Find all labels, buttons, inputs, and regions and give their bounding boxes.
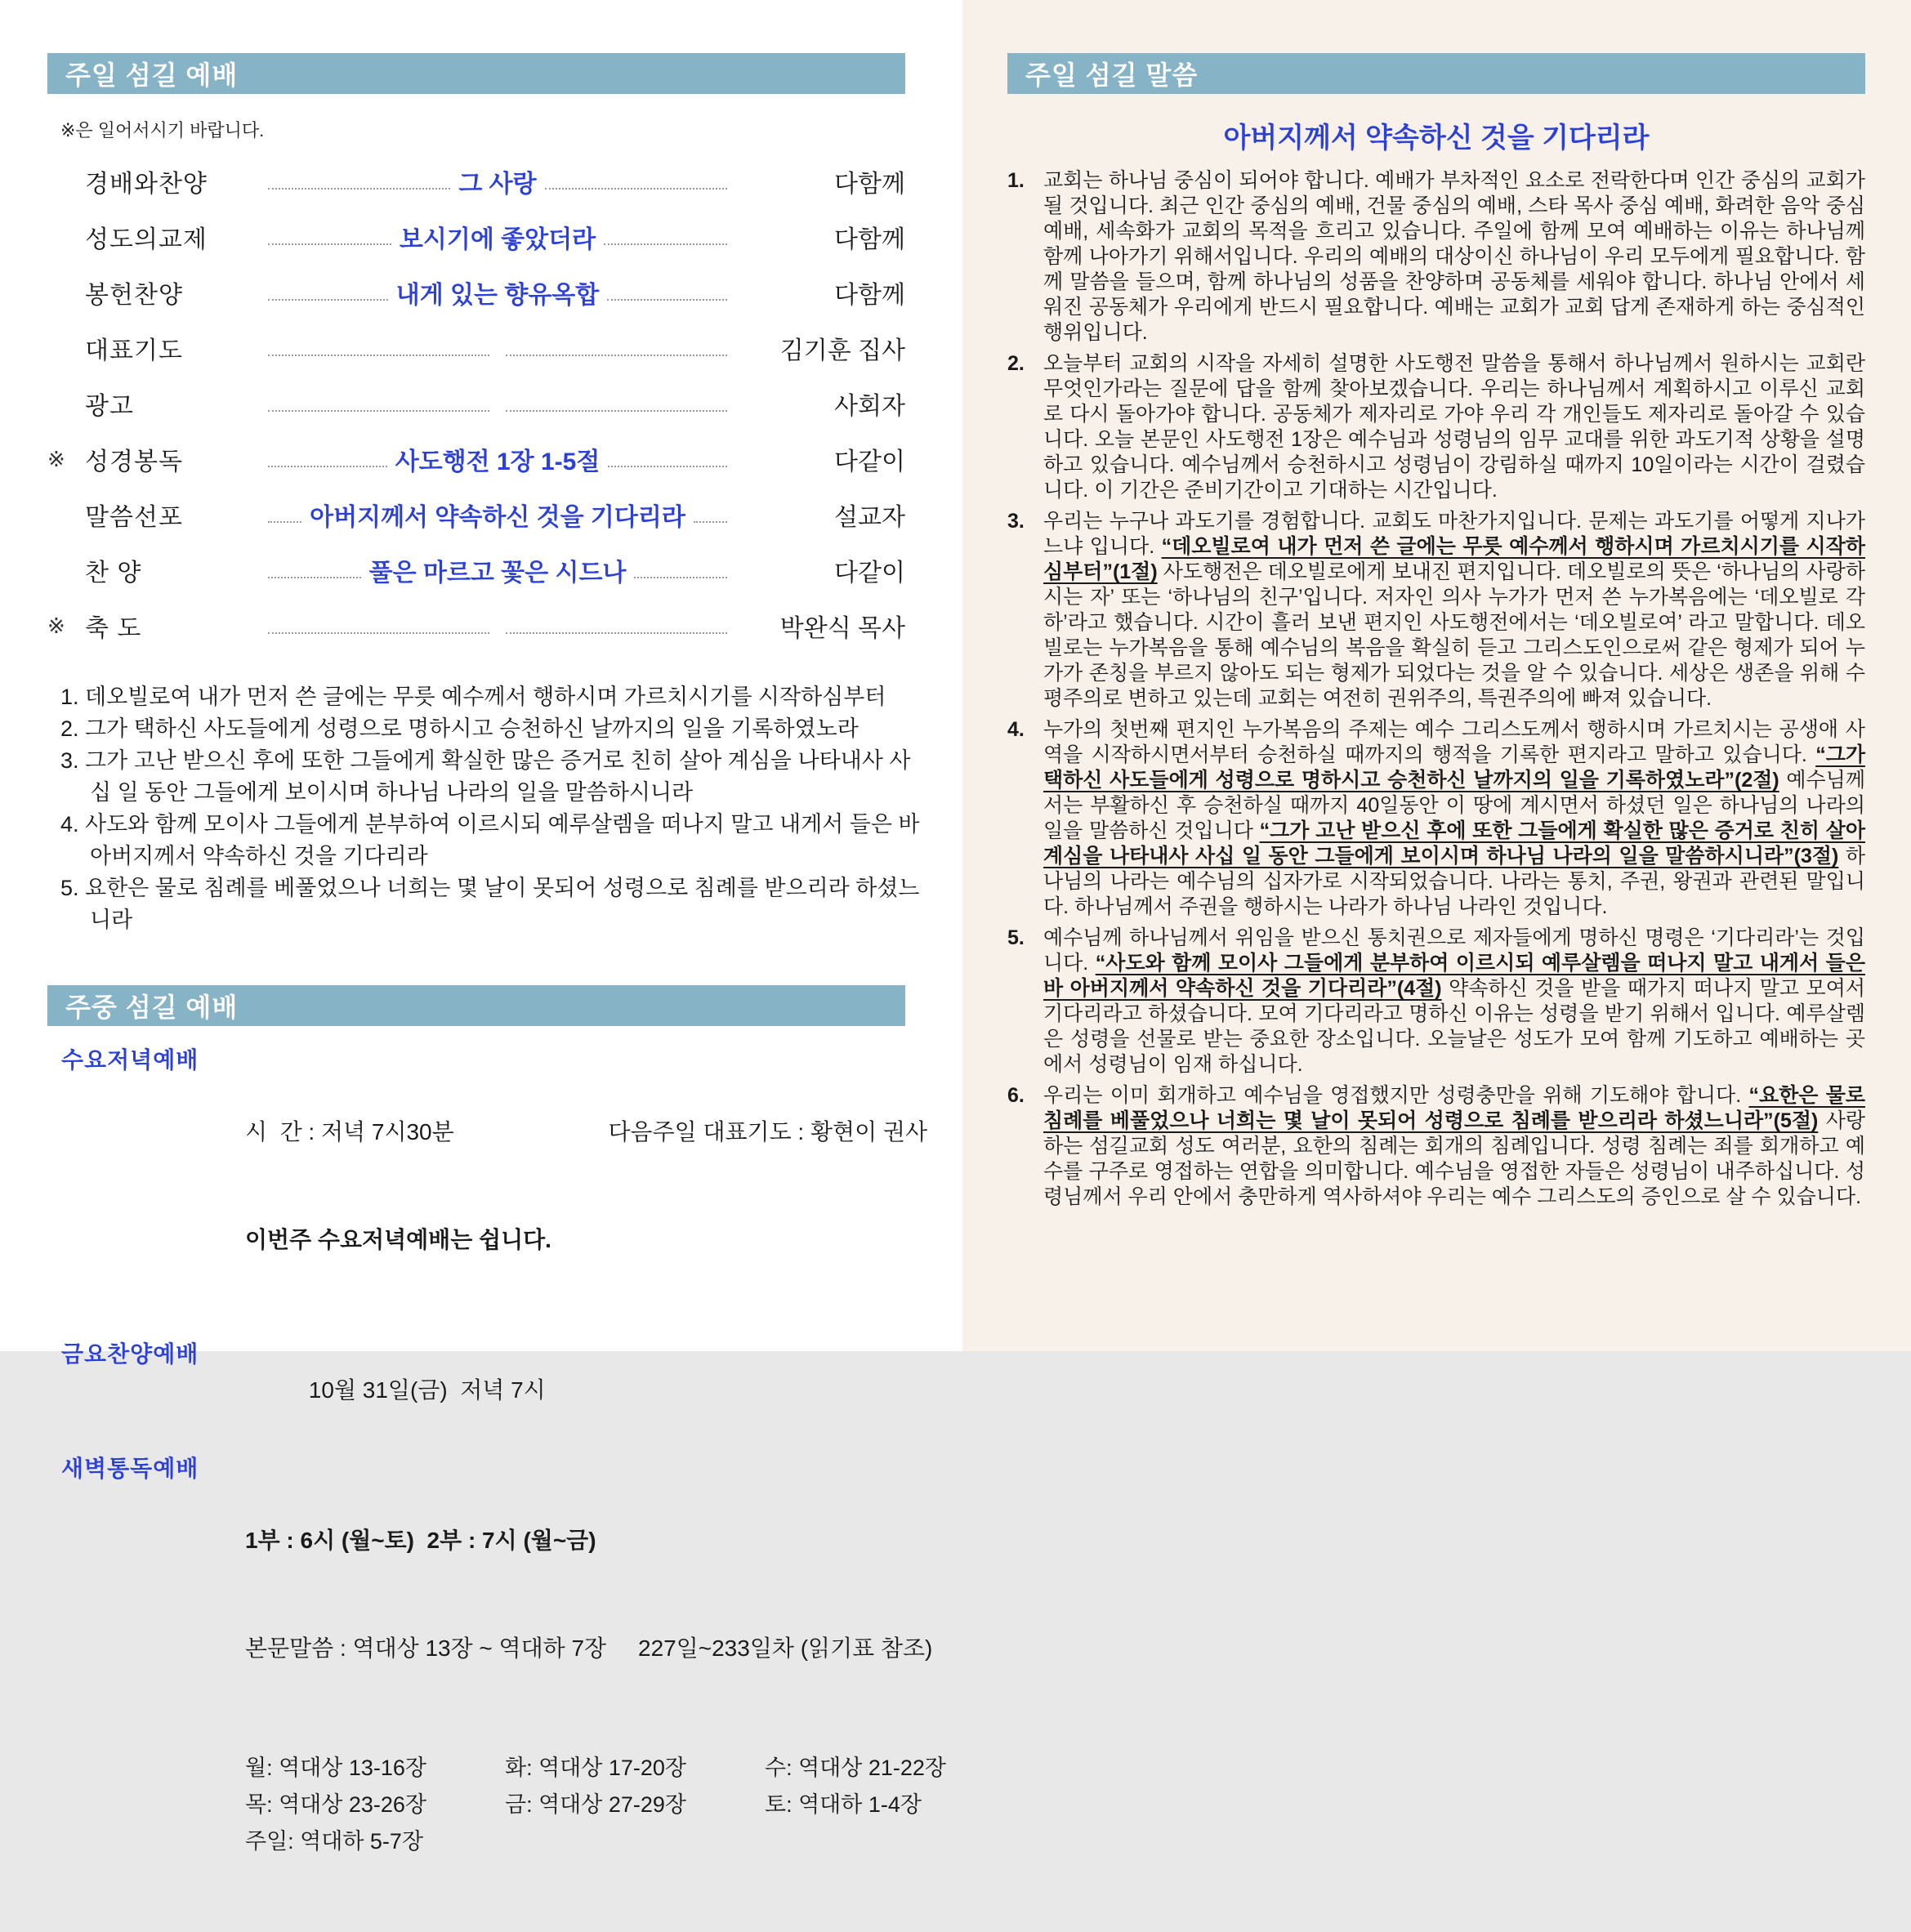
- sermon-notes-list: [1007, 168, 1865, 1210]
- worship-item-role: 다같이: [834, 448, 905, 475]
- dotted-leader: [268, 355, 489, 356]
- worship-item-title: 보시기에 좋았더라: [399, 226, 596, 253]
- dotted-leader: [506, 410, 727, 412]
- reading-item: 토: 역대하 1-4장: [765, 1792, 922, 1817]
- scripture-verse: 4. 사도와 함께 모이사 그들에게 분부하여 이르시되 예루살렘을 떠나지 말고 내게서 들은 바 아버지께서 약속하신 것을 기다리라: [60, 812, 926, 868]
- friday-service-row: [61, 1336, 927, 1444]
- daily-reading-schedule: [245, 1750, 1025, 1860]
- paragraph-number: 6.: [1007, 1084, 1025, 1107]
- reading-item: 금: 역대상 27-29장: [505, 1792, 686, 1817]
- worship-row: [47, 154, 905, 209]
- paragraph-text: 교회는 하나님 중심이 되어야 합니다. 예배가 부차적인 요소로 전락한다며 인간 중심의 교회가 될 것입니다. 최근 인간 중심의 예배, 건물 중심의 예배, 스타 목사 중심 예배, 화려한 음악 중심 예배, 세속화가 교회의 목적을 흐리고 있습니다. 주일에 함께 모여 예배하는 이유는 하나님께 함께 나아가기 위해서입니다. 우리의 예배의 대상이신 하나님이 우리 모두에게 필요합니다. 함께 말씀을 들으며, 함께 하나님의 성품을 찬양하며 공동체를 세워야 합니다. 하나님 안에서 세워진 공동체가 우리에게 반드시 필요합니다. 예배는 교회가 교회 답게 존재하게 하는 중심적인 행위입니다.: [1043, 169, 1865, 344]
- standing-marker: ※: [47, 613, 65, 638]
- wednesday-service-note: 이번주 수요저녁예배는 쉽니다.: [245, 1227, 551, 1252]
- sermon-paragraph: [1007, 926, 1865, 1078]
- worship-item-title: 아버지께서 약속하신 것을 기다리라: [310, 504, 685, 531]
- worship-row: [47, 320, 905, 376]
- reading-item: 목: 역대상 23-26장: [245, 1792, 426, 1817]
- sermon-paragraph: [1007, 351, 1865, 503]
- standing-note: ※은 일어서시기 바랍니다.: [60, 120, 265, 141]
- reading-item: 월: 역대상 13-16장: [245, 1756, 426, 1780]
- midweek-header-band: [47, 985, 905, 1026]
- worship-row: [47, 487, 905, 542]
- dotted-leader: [268, 188, 450, 190]
- reading-item: 화: 역대상 17-20장: [505, 1756, 686, 1780]
- worship-row: [47, 265, 905, 320]
- dotted-leader: [607, 299, 727, 301]
- dawn-service-passage: 본문말씀 : 역대상 13장 ~ 역대하 7장 227일~233일차 (읽기표 참조): [245, 1635, 933, 1661]
- dawn-service-label: 새벽통독예배: [61, 1456, 199, 1481]
- dotted-leader: [268, 410, 489, 412]
- friday-service-time: 10월 31일(금) 저녁 7시: [308, 1377, 546, 1403]
- worship-row: [47, 598, 905, 654]
- worship-row: [47, 431, 905, 487]
- midweek-services: [61, 1042, 946, 1932]
- worship-item-label: 말씀선포: [85, 504, 183, 531]
- worship-item-label: 찬 양: [85, 560, 142, 587]
- paragraph-number: 5.: [1007, 926, 1025, 949]
- dotted-leader: [694, 521, 727, 523]
- next-week-prayer-leader: 다음주일 대표기도 : 황현이 권사: [608, 1119, 927, 1144]
- standing-marker: ※: [47, 446, 65, 471]
- worship-header-band: [47, 53, 905, 94]
- paragraph-text: 우리는 누구나 과도기를 경험합니다. 교회도 마찬가지입니다. 문제는 과도기를 어떻게 지나가느냐 입니다. “데오빌로여 내가 먼저 쓴 글에는 무릇 예수께서 행하시며 가르치시기를 시작하심부터”(1절) 사도행전은 데오빌로에게 보내진 편지입니다. 데오빌로의 뜻은 ‘하나님의 사랑하시는 자’ 또는 ‘하나님의 친구’입니다. 저자인 의사 누가가 먼저 쓴 누가복음에는 ‘데오빌로 각하’라고 했습니다. 시간이 흘러 보낸 편지인 사도행전에서는 ‘데오빌로여’ 라고 말합니다. 데오빌로는 누가복음을 통해 예수님의 복음을 확실히 듣고 그리스도인으로써 같은 형제가 되어 누가가 존칭을 부르지 않아도 되는 형제가 되었다는 것을 알 수 있습니다. 세상은 생존을 위해 수평주의로 변하고 있는데 교회는 여전히 권위주의, 특권주의에 빠져 있습니다.: [1043, 510, 1865, 710]
- sermon-paragraph: [1007, 509, 1865, 712]
- paragraph-number: 3.: [1007, 510, 1025, 533]
- dawn-service-time: 1부 : 6시 (월~토) 2부 : 7시 (월~금): [245, 1528, 596, 1553]
- dotted-leader: [268, 577, 361, 578]
- friday-service-label: 금요찬양예배: [61, 1341, 199, 1367]
- sermon-header-title: 주일 섬길 말씀: [1025, 60, 1199, 90]
- wednesday-service-label: 수요저녁예배: [61, 1047, 199, 1073]
- paragraph-text: 누가의 첫번째 편지인 누가복음의 주제는 예수 그리스도께서 행하시며 가르치시는 공생애 사역을 시작하시면서부터 승천하실 때까지의 행적을 기록한 편지라고 말하고 있습니다. “그가 택하신 사도들에게 성령으로 명하시고 승천하신 날까지의 일을 기록하였노라”(2절) 예수님께서는 부활하신 후 승천하실 때까지 40일동안 이 땅에 계시면서 하셨던 일은 하나님의 나라의 일을 말씀하신 것입니다 “그가 고난 받으신 후에 또한 그들에게 확실한 많은 증거로 친히 살아 계심을 나타내사 사십 일 동안 그들에게 보이시며 하나님 나라의 일을 말씀하시니라”(3절) 하나님의 나라는 예수님의 십자가로 시작되었습니다. 나라는 통치, 주권, 왕권과 관련된 말입니다. 하나님께서 주권을 행하시는 나라가 하나님 나라인 것입니다.: [1043, 718, 1866, 918]
- worship-item-label: 성경봉독: [85, 448, 183, 475]
- dotted-leader: [268, 632, 489, 634]
- paragraph-number: 1.: [1007, 169, 1025, 192]
- worship-item-label: 봉헌찬양: [85, 282, 183, 309]
- worship-item-label: 성도의교제: [85, 226, 208, 253]
- dotted-leader: [634, 577, 727, 578]
- dotted-leader: [268, 466, 387, 467]
- sermon-title: 아버지께서 약속하신 것을 기다리라: [1223, 123, 1650, 154]
- dotted-leader: [268, 299, 388, 301]
- sermon-paragraph: [1007, 717, 1865, 920]
- worship-item-role: 다같이: [834, 560, 905, 587]
- worship-order-table: [47, 154, 905, 654]
- worship-item-label: 대표기도: [85, 337, 183, 364]
- paragraph-text: 오늘부터 교회의 시작을 자세히 설명한 사도행전 말씀을 통해서 하나님께서 원하시는 교회란 무엇인가라는 질문에 답을 함께 찾아보겠습니다. 우리는 하나님께서 계획하시고 이루신 교회로 다시 돌아가야 합니다. 공동체가 제자리로 가야 우리 각 개인들도 제자리로 돌아갈 수 있습니다. 오늘 본문인 사도행전 1장은 예수님과 성령님의 임무 교대를 위한 과도기적 상황을 설명하고 있습니다. 예수님께서 승천하시고 성령님이 강림하실 때까지 10일이라는 시간이 걸렸습니다. 이 기간은 준비기간이고 기대하는 시간입니다.: [1043, 352, 1865, 502]
- worship-item-role: 다함께: [834, 171, 905, 198]
- worship-item-role: 박완식 목사: [779, 615, 905, 642]
- worship-item-label: 축 도: [85, 615, 142, 642]
- worship-item-role: 사회자: [834, 393, 905, 420]
- worship-item-role: 김기훈 집사: [779, 337, 905, 364]
- worship-item-role: 다함께: [834, 226, 905, 253]
- wednesday-service-time: 시 간 : 저녁 7시30분: [245, 1119, 454, 1144]
- dotted-leader: [545, 188, 727, 190]
- sermon-paragraph: [1007, 168, 1865, 346]
- paragraph-text: 우리는 이미 회개하고 예수님을 영접했지만 성령충만을 위해 기도해야 합니다. “요한은 물로 침례를 베풀었으나 너희는 몇 날이 못되어 성령으로 침례를 받으리라 하셨느니라”(5절) 사랑하는 섬길교회 성도 여러분, 요한의 침례는 회개의 침례입니다. 성령 침례는 죄를 회개하고 예수를 구주로 영접하는 연합을 의미합니다. 예수님을 영접한 자들은 성령님이 내주하십니다. 성령님께서 우리 안에서 충만하게 역사하셔야 우리는 예수 그리스도의 증인으로 살 수 있습니다.: [1043, 1084, 1866, 1208]
- worship-item-role: 설교자: [834, 504, 905, 531]
- page-sunday-sermon: [962, 0, 1911, 1351]
- sermon-paragraph: [1007, 1083, 1865, 1210]
- scripture-verse: 5. 요한은 물로 침례를 베풀었으나 너희는 몇 날이 못되어 성령으로 침례를 받으리라 하셨느니라: [60, 876, 920, 932]
- page-sunday-worship: [0, 0, 962, 1854]
- worship-item-role: 다함께: [834, 282, 906, 309]
- dotted-leader: [604, 243, 727, 245]
- paragraph-number: 4.: [1007, 718, 1025, 741]
- worship-item-title: 내게 있는 향유옥합: [395, 282, 600, 309]
- paragraph-number: 2.: [1007, 352, 1025, 375]
- scripture-verse: 1. 데오빌로여 내가 먼저 쓴 글에는 무릇 예수께서 행하시며 가르치시기를 시작하심부터: [60, 685, 886, 709]
- worship-row: [47, 542, 905, 598]
- dotted-leader: [506, 632, 727, 634]
- worship-item-label: 경배와찬양: [85, 171, 208, 198]
- dotted-leader: [506, 355, 727, 356]
- dotted-leader: [268, 243, 391, 245]
- dotted-leader: [268, 521, 301, 523]
- reading-item: 주일: 역대하 5-7장: [245, 1829, 424, 1854]
- worship-header-title: 주일 섬길 예배: [65, 60, 239, 90]
- dawn-service-row: [61, 1451, 946, 1932]
- dotted-leader: [608, 466, 727, 467]
- wednesday-service-row: [61, 1042, 927, 1330]
- scripture-passage: [60, 681, 926, 936]
- reading-item: 수: 역대상 21-22장: [765, 1756, 946, 1780]
- worship-item-title: 그 사랑: [458, 171, 537, 198]
- sermon-header-band: [1007, 53, 1865, 94]
- scripture-verse: 2. 그가 택하신 사도들에게 성령으로 명하시고 승천하신 날까지의 일을 기록하였노라: [60, 716, 859, 741]
- midweek-header-title: 주중 섬길 예배: [65, 993, 239, 1022]
- scripture-verse: 3. 그가 고난 받으신 후에 또한 그들에게 확실한 많은 증거로 친히 살아 계심을 나타내사 사십 일 동안 그들에게 보이시며 하나님 나라의 일을 말씀하시니라: [60, 748, 911, 805]
- worship-item-label: 광고: [85, 393, 134, 420]
- paragraph-text: 예수님께 하나님께서 위임을 받으신 통치권으로 제자들에게 명하신 명령은 ‘기다리라’는 것입니다. “사도와 함께 모이사 그들에게 분부하여 이르시되 예루살렘을 떠나지 말고 내게서 들은 바 아버지께서 약속하신 것을 기다리라”(4절) 약속하신 것을 받을 때가지 떠나지 말고 모여서 기다리라고 하셨습니다. 모여 기다리라고 명하신 이유는 성령을 받기 위해서 입니다. 예루살렘은 성령을 선물로 받는 중요한 장소입니다. 오늘날은 성도가 모여 함께 기도하고 예배하는 곳에서 성령님이 임재 하십니다.: [1043, 926, 1865, 1076]
- worship-item-title: 사도행전 1장 1-5절: [395, 448, 601, 475]
- worship-row: [47, 209, 905, 265]
- worship-row: [47, 376, 905, 431]
- worship-item-title: 풀은 마르고 꽃은 시드나: [368, 560, 627, 587]
